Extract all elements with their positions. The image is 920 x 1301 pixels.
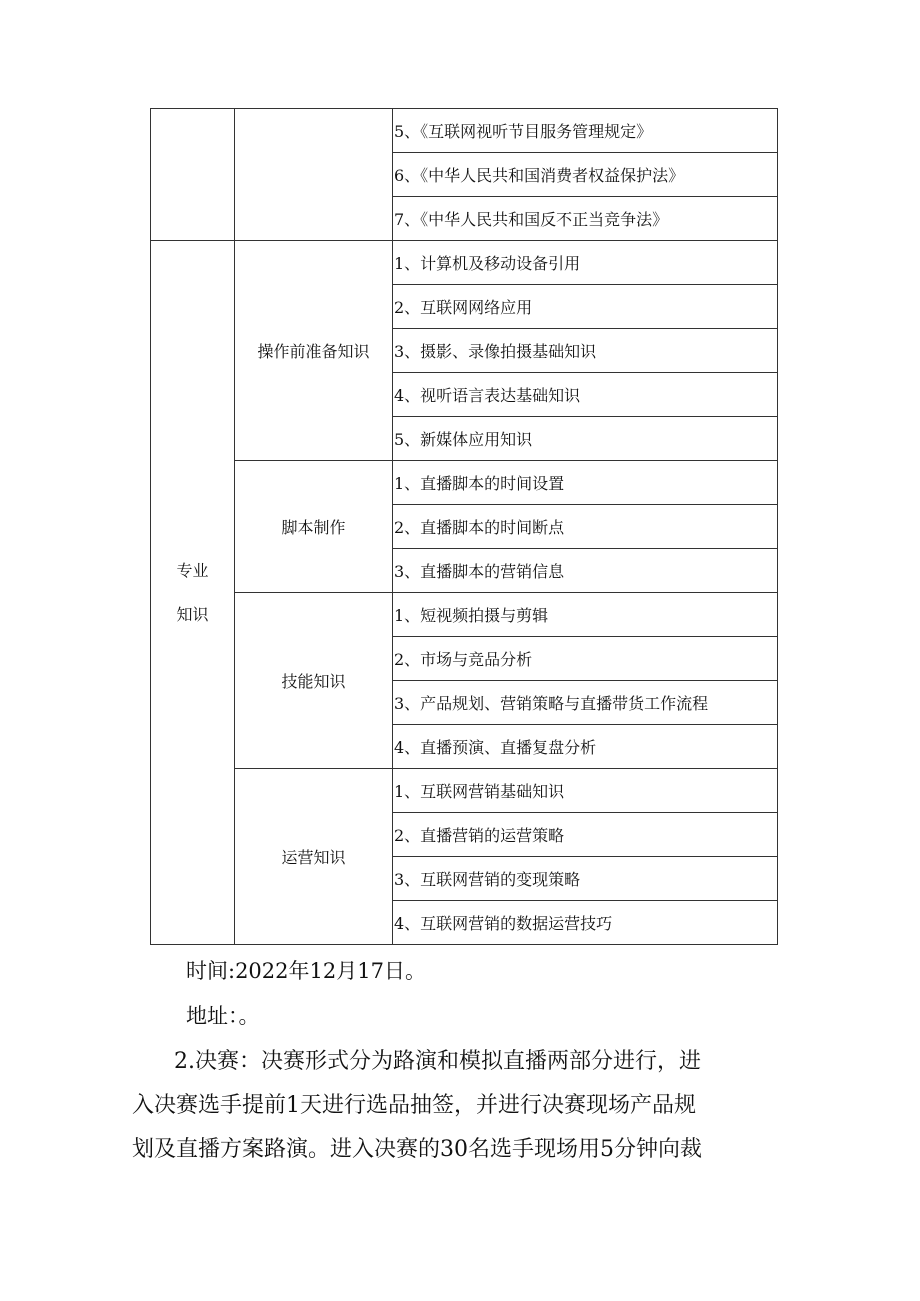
topic-cell: 运营知识 [235,769,393,945]
paragraph-line: 2.决赛：决赛形式分为路演和模拟直播两部分进行，进 [174,1049,701,1074]
table-row: 2、互联网网络应用 [393,285,778,329]
address-line: 地址：。 [186,1004,260,1028]
table-row: 1、直播脚本的时间设置 [393,461,778,505]
table-row: 3、互联网营销的变现策略 [393,857,778,901]
paragraph-line: 划及直播方案路演。进入决赛的30名选手现场用5分钟向裁 [132,1137,702,1162]
table-row: 4、视听语言表达基础知识 [393,373,778,417]
table-row: 1、短视频拍摄与剪辑 [393,593,778,637]
course-outline-table [150,108,778,945]
time-line: 时间:2022年12月17日。 [186,959,426,983]
category-cell-blank [151,109,235,241]
category-line-1: 专业 [176,560,209,580]
table-row: 5、《互联网视听节目服务管理规定》 [393,109,778,153]
paragraph-line: 入决赛选手提前1天进行选品抽签，并进行决赛现场产品规 [132,1093,696,1118]
final-round-paragraph [132,1040,794,1172]
category-cell [151,241,235,945]
table-row: 1、互联网营销基础知识 [393,769,778,813]
table-row: 2、直播脚本的时间断点 [393,505,778,549]
table-row: 3、直播脚本的营销信息 [393,549,778,593]
table-row: 5、新媒体应用知识 [393,417,778,461]
table-row: 7、《中华人民共和国反不正当竞争法》 [393,197,778,241]
table-row: 3、摄影、录像拍摄基础知识 [393,329,778,373]
table-row: 1、计算机及移动设备引用 [393,241,778,285]
table-row: 2、直播营销的运营策略 [393,813,778,857]
topic-cell-blank [235,109,393,241]
topic-cell: 脚本制作 [235,461,393,593]
topic-cell: 技能知识 [235,593,393,769]
table-row: 2、市场与竞品分析 [393,637,778,681]
category-line-2: 知识 [176,604,209,624]
topic-cell: 操作前准备知识 [235,241,393,461]
table-row: 4、互联网营销的数据运营技巧 [393,901,778,945]
table-row: 6、《中华人民共和国消费者权益保护法》 [393,153,778,197]
table-row: 4、直播预演、直播复盘分析 [393,725,778,769]
table-row: 3、产品规划、营销策略与直播带货工作流程 [393,681,778,725]
